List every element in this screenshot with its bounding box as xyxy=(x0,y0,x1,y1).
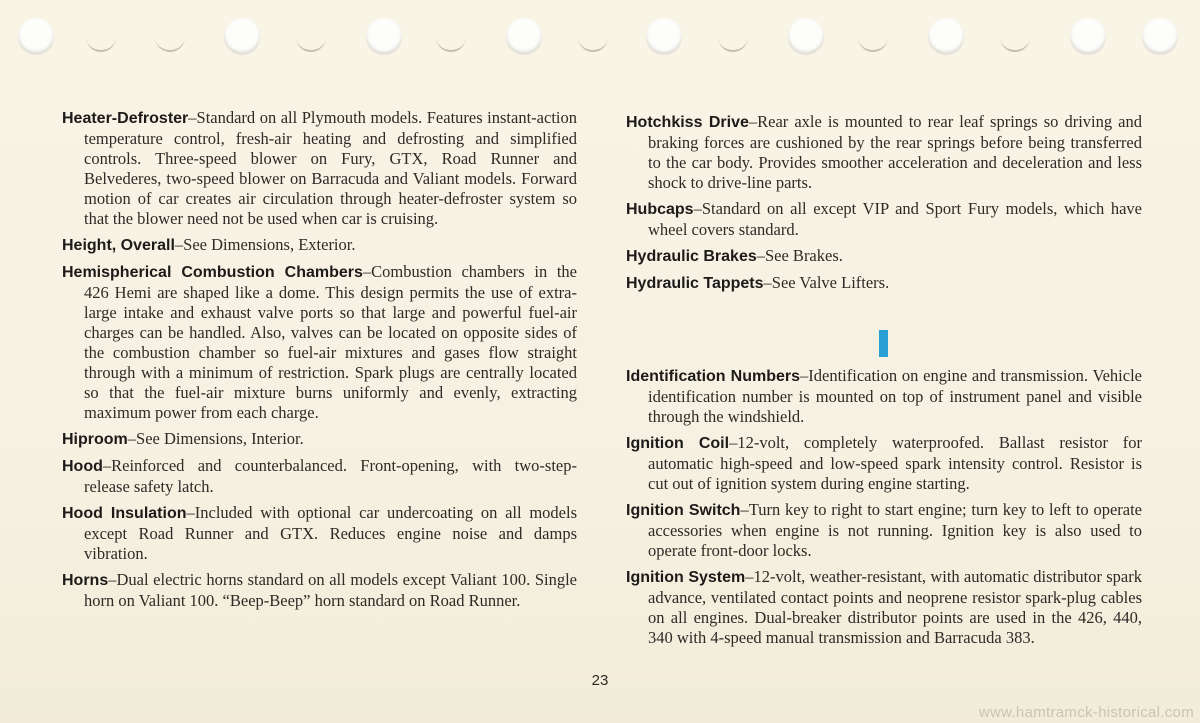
glossary-entry xyxy=(626,433,1142,494)
left-column xyxy=(62,108,577,617)
entry-term: Ignition Switch xyxy=(626,502,741,519)
entry-text: –See Dimensions, Exterior. xyxy=(174,235,356,254)
entry-term: Heater-Defroster xyxy=(62,110,189,127)
binder-notch xyxy=(1000,36,1030,52)
entry-term: Identification Numbers xyxy=(626,368,800,385)
entry-text: –See Brakes. xyxy=(756,246,843,265)
binder-notch xyxy=(155,36,185,52)
binder-notch xyxy=(436,36,466,52)
binder-hole xyxy=(928,18,964,54)
entry-term: Ignition System xyxy=(626,569,746,586)
binder-notch xyxy=(858,36,888,52)
entry-term: Ignition Coil xyxy=(626,435,730,452)
glossary-entry xyxy=(62,456,577,497)
entry-text: –See Dimensions, Interior. xyxy=(127,429,304,448)
entry-text: –Identification on engine and transmission. Vehicle identification number is mounted on top of instrument panel and visible through the windshield. xyxy=(648,366,1142,426)
section-i-marker xyxy=(879,330,888,357)
binder-hole xyxy=(224,18,260,54)
binder-hole xyxy=(1142,18,1178,54)
glossary-entry xyxy=(626,567,1142,648)
entry-text: –Turn key to right to start engine; turn key to left to operate accessories when engine is not running. Ignition key is also used to operate front-door locks. xyxy=(648,500,1143,560)
glossary-entry xyxy=(62,108,577,229)
entry-text: –Rear axle is mounted to rear leaf springs so driving and braking forces are cushioned by the rear springs before being transferred to the car body. Provides smoother acceleration and deceleration and less shock to drive-line parts. xyxy=(648,112,1143,192)
entry-term: Height, Overall xyxy=(62,237,175,254)
binder-holes xyxy=(0,0,1200,70)
entry-text: –Reinforced and counterbalanced. Front-opening, with two-step-release safety latch. xyxy=(84,456,577,496)
binder-hole xyxy=(506,18,542,54)
entry-term: Horns xyxy=(62,572,109,589)
glossary-entry xyxy=(62,262,577,423)
entry-text: –Standard on all except VIP and Sport Fury models, which have wheel covers standard. xyxy=(648,199,1142,239)
entry-text: –Dual electric horns standard on all models except Valiant 100. Single horn on Valiant 100. “Beep-Beep” horn standard on Road Runner. xyxy=(84,570,577,610)
binder-hole xyxy=(788,18,824,54)
binder-hole xyxy=(1070,18,1106,54)
entry-term: Hydraulic Tappets xyxy=(626,275,764,292)
binder-notch xyxy=(578,36,608,52)
entry-text: –See Valve Lifters. xyxy=(763,273,890,292)
glossary-entry xyxy=(62,503,577,564)
glossary-entry xyxy=(626,500,1142,561)
binder-hole xyxy=(366,18,402,54)
entry-text: –Standard on all Plymouth models. Features instant-action temperature control, fresh-air heating and defrosting and simplified controls. Three-speed blower on Fury, GTX, Road Runner and Belvederes, two-speed blower on Barracuda and Valiant models. Forward motion of car creates air circulation through heater-defroster system so that the blower need not be used when car is cruising. xyxy=(84,108,577,228)
entry-term: Hotchkiss Drive xyxy=(626,114,749,131)
binder-notch xyxy=(296,36,326,52)
glossary-entry xyxy=(626,112,1142,193)
binder-notch xyxy=(86,36,116,52)
binder-hole xyxy=(646,18,682,54)
entry-term: Hood Insulation xyxy=(62,505,187,522)
entry-term: Hiproom xyxy=(62,431,128,448)
entry-text: –12-volt, weather-resistant, with automatic distributor spark advance, ventilated contact points and neoprene resistor spark-plug cables on all engines. Dual-breaker distributor points are used in the 426, 440, 340 with 4-speed manual transmission and Barracuda 383. xyxy=(648,567,1142,647)
entry-text: –Combustion chambers in the 426 Hemi are shaped like a dome. This design permits the use of extra-large intake and exhaust valve ports so that large and powerful fuel-air charges can be handled. Also, valves can be located on opposite sides of the combustion chamber so fuel-air mixtures and gases flow straight through with a minimum of restriction. Spark plugs are centrally located so that the fuel-air mixture burns uniformly and evenly, extracting maximum power from each charge. xyxy=(84,262,577,422)
glossary-entry xyxy=(626,273,1142,294)
entry-text: –Included with optional car undercoating on all models except Road Runner and GTX. Reduces engine noise and damps vibration. xyxy=(84,503,577,563)
glossary-entry xyxy=(62,570,577,611)
watermark: www.hamtramck-historical.com xyxy=(978,704,1194,721)
entry-term: Hydraulic Brakes xyxy=(626,248,757,265)
page-number: 23 xyxy=(591,672,609,689)
right-column-i xyxy=(626,366,1142,654)
glossary-entry xyxy=(626,246,1142,267)
glossary-entry xyxy=(62,429,577,450)
binder-notch xyxy=(718,36,748,52)
entry-term: Hood xyxy=(62,458,103,475)
glossary-entry xyxy=(626,366,1142,427)
binder-hole xyxy=(18,18,54,54)
entry-text: –12-volt, completely waterproofed. Ballast resistor for automatic high-speed and low-speed spark intensity control. Resistor is cut out of ignition system during engine starting. xyxy=(648,433,1142,493)
entry-term: Hemispherical Combustion Chambers xyxy=(62,264,363,281)
right-column-h xyxy=(626,112,1142,300)
glossary-entry xyxy=(626,199,1142,240)
glossary-entry xyxy=(62,235,577,256)
entry-term: Hubcaps xyxy=(626,201,694,218)
